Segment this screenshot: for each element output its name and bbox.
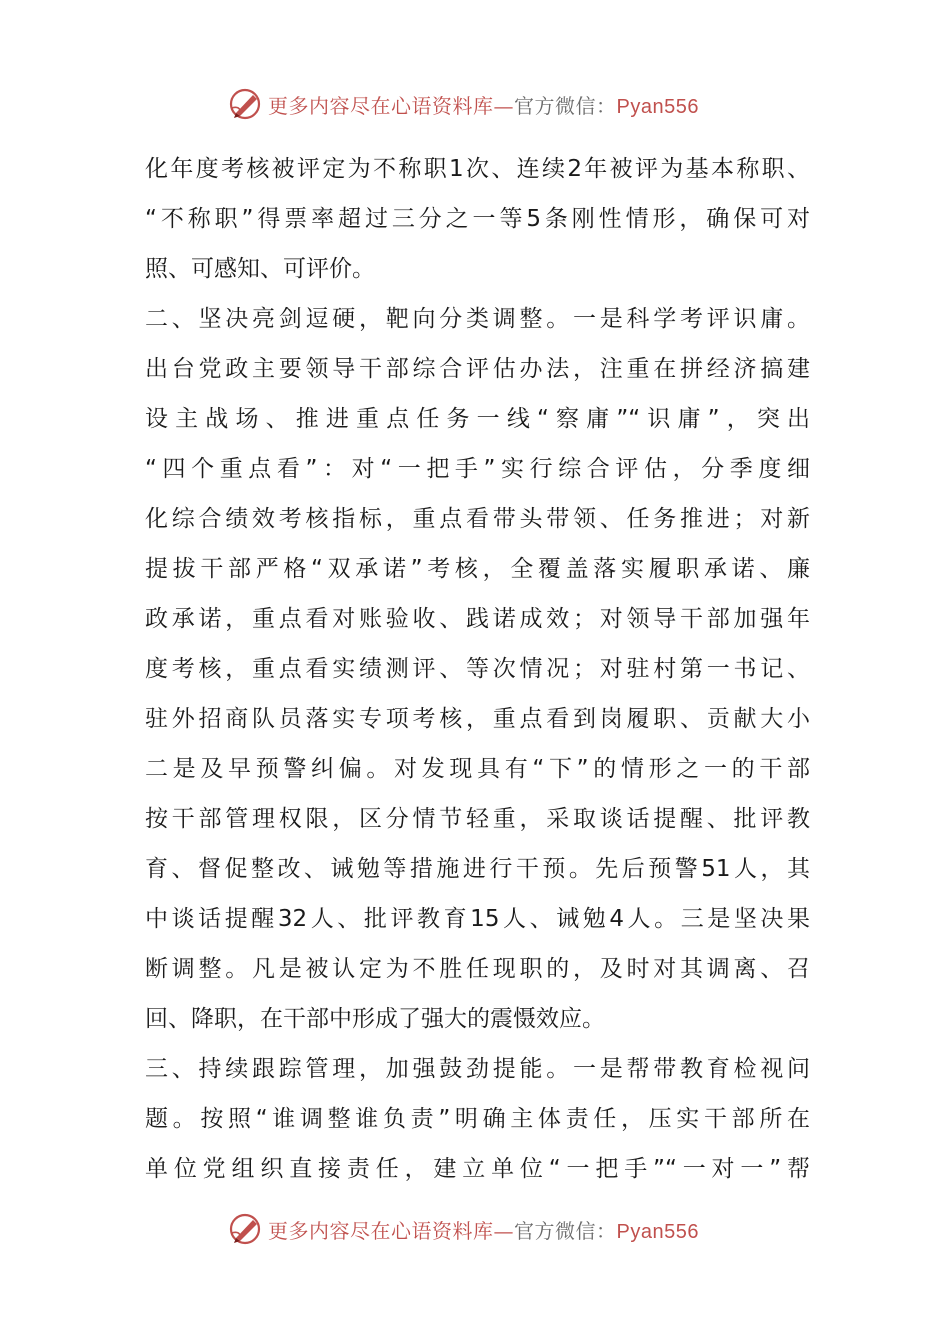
footer-banner: [228, 1209, 699, 1249]
text-line: 题。按照“谁调整谁负责”明确主体责任，压实干部所在: [145, 1106, 810, 1132]
text-line: 中谈话提醒32人、批评教育15人、诫勉4人。三是坚决果: [145, 906, 810, 932]
banner-account: Pyan556: [616, 1220, 699, 1243]
banner-text: [268, 1215, 699, 1244]
text-line: 驻外招商队员落实专项考核，重点看到岗履职、贡献大小: [145, 706, 810, 732]
banner-account: Pyan556: [616, 95, 699, 118]
text-line: 断调整。凡是被认定为不胜任现职的，及时对其调离、召: [145, 956, 810, 982]
text-line: 政承诺，重点看对账验收、践诺成效；对领导干部加强年: [145, 606, 810, 632]
text-line: 出台党政主要领导干部综合评估办法，注重在拼经济搞建: [145, 356, 810, 382]
text-line: “四个重点看”：对“一把手”实行综合评估，分季度细: [145, 456, 810, 482]
banner-wechat-label: 官方微信：: [514, 93, 617, 118]
pen-logo-icon: [228, 1211, 264, 1247]
text-line: 二、坚决亮剑逗硬，靶向分类调整。一是科学考评识庸。: [145, 306, 810, 332]
text-line: 照、可感知、可评价。: [145, 256, 375, 282]
document-body: [145, 144, 810, 1194]
text-line: 单位党组织直接责任，建立单位“一把手”“一对一”帮: [145, 1156, 810, 1182]
banner-wechat-label: 官方微信：: [514, 1218, 617, 1243]
header-banner: [228, 84, 699, 124]
text-line: 化年度考核被评定为不称职1次、连续2年被评为基本称职、: [145, 156, 810, 182]
text-line: 化综合绩效考核指标，重点看带头带领、任务推进；对新: [145, 506, 810, 532]
text-line: 育、督促整改、诫勉等措施进行干预。先后预警51人，其: [145, 856, 810, 882]
text-line: 设主战场、推进重点任务一线“察庸”“识庸”，突出: [145, 406, 810, 432]
text-line: 度考核，重点看实绩测评、等次情况；对驻村第一书记、: [145, 656, 810, 682]
text-line: 二是及早预警纠偏。对发现具有“下”的情形之一的干部: [145, 756, 810, 782]
banner-slogan: 更多内容尽在心语资料库—: [268, 93, 514, 118]
pen-logo-icon: [228, 86, 264, 122]
text-line: 提拔干部严格“双承诺”考核，全覆盖落实履职承诺、廉: [145, 556, 810, 582]
text-line: “不称职”得票率超过三分之一等5条刚性情形，确保可对: [145, 206, 810, 232]
text-line: 按干部管理权限，区分情节轻重，采取谈话提醒、批评教: [145, 806, 810, 832]
text-line: 三、持续跟踪管理，加强鼓劲提能。一是帮带教育检视问: [145, 1056, 810, 1082]
banner-slogan: 更多内容尽在心语资料库—: [268, 1218, 514, 1243]
banner-text: [268, 90, 699, 119]
text-line: 回、降职，在干部中形成了强大的震慑效应。: [145, 1006, 605, 1032]
